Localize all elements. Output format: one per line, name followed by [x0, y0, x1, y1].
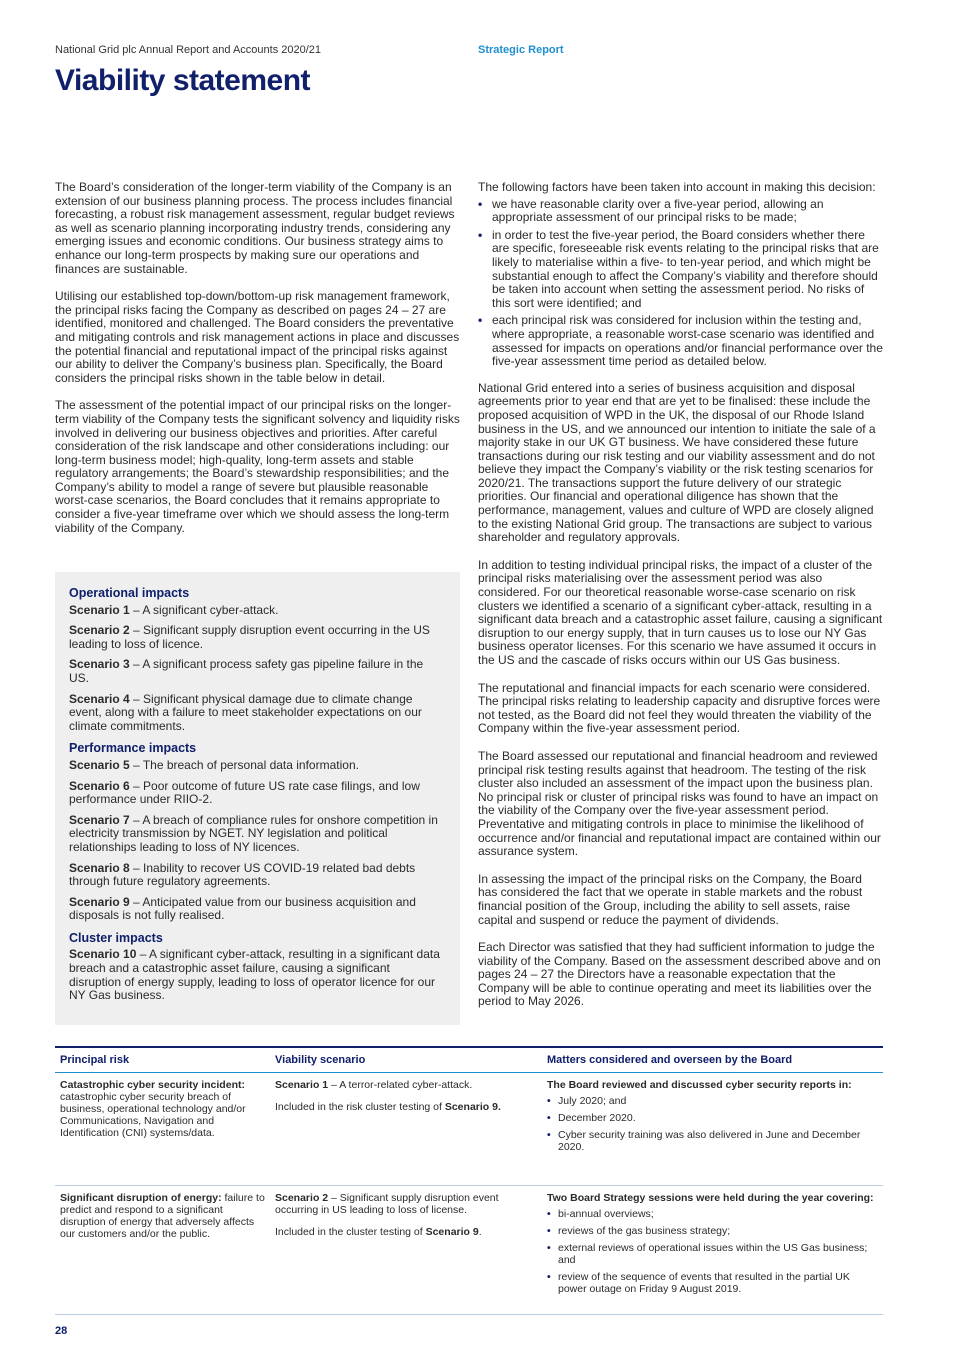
risk-title: Catastrophic cyber security incident:	[60, 1079, 245, 1091]
list-item-text: review of the sequence of events that resulted in the partial UK power outage on Friday 9 August 2019.	[558, 1271, 850, 1295]
paragraph: The Board’s consideration of the longer-term viability of the Company is an extension of our business planning process. The process includes financial forecasting, a robust risk management assessment, regular budget reviews as well as scenario planning incorporating industry trends, considering any emerging issues and economic conditions. Our business strategy aims to enhance our long-term prospects by making sure our operations and finances are sustainable.	[55, 180, 455, 276]
matters-list	[547, 1208, 878, 1295]
scenario-text: – A significant process safety gas pipeline failure in the US.	[69, 657, 424, 685]
scenario-item	[69, 658, 440, 685]
paragraph: The Board assessed our reputational and financial headroom and reviewed principal risk testing results against that headroom. The testing of the risk cluster also included an assessment of the impact upon the business plan. No principal risk or cluster of principal risks was found to have an impact on the viability of the Company over the five-year assessment period. Preventative and mitigating controls in place to minimise the likelihood of occurrence and/or financial and reputational impact are contained within our assurance system.	[478, 748, 881, 859]
list-item-text: July 2020; and	[558, 1095, 627, 1107]
scenario-label: Scenario 1	[69, 602, 130, 617]
page-number: 28	[55, 1325, 68, 1337]
section-label[interactable]: Strategic Report	[478, 44, 564, 56]
scenario-text: – The breach of personal data information.	[129, 757, 359, 772]
scenario-label: Scenario 1	[275, 1079, 329, 1091]
scenario-label: Scenario 10	[69, 947, 137, 962]
list-item	[547, 1112, 878, 1124]
scenario-label: Scenario 2	[69, 623, 130, 638]
list-item	[478, 198, 883, 225]
cluster-line	[275, 1226, 537, 1238]
matters-list	[547, 1095, 878, 1153]
scenario-label: Scenario 7	[69, 812, 130, 827]
paragraph: National Grid entered into a series of business acquisition and disposal agreements prior to year end that are yet to be finalised: these include the proposed acquisition of WPD in the UK, the disposal of our Rhode Island business in the US, and we announced our intention to initiate the sale of a majority stake in our UK GT business. We have considered these future transactions during our risk testing and our viability assessment and do not believe they impact the Company’s viability or the risk testing scenarios for 2020/21. The transactions support the future delivery of our strategic priorities. Our financial and operational diligence has shown that the performance, management, values and culture of WPD are closely aligned to the existing National Grid group. The transactions are subject to various shareholder and regulatory approvals.	[478, 380, 876, 545]
risk-cell	[55, 1186, 270, 1315]
scenario-cell	[270, 1073, 542, 1186]
scenario-item	[69, 759, 440, 773]
performance-impacts-group	[69, 742, 440, 923]
scenario-item	[69, 780, 440, 807]
matters-cell	[542, 1073, 883, 1186]
matters-heading: The Board reviewed and discussed cyber security reports in:	[547, 1079, 852, 1091]
scenario-item	[69, 624, 440, 651]
bullet-icon: •	[547, 1112, 551, 1124]
paragraph: The reputational and financial impacts for each scenario were considered. The principal risks relating to leadership capacity and disruptive forces were not tested, as the Board did not feel they would threaten the viability of the Company within the five-year assessment period.	[478, 680, 881, 736]
scenario-label: Scenario 2	[275, 1192, 329, 1204]
column-header: Matters considered and overseen by the Board	[542, 1047, 883, 1073]
scenario-item	[69, 693, 440, 734]
list-item	[547, 1225, 878, 1237]
scenario-label: Scenario 8	[69, 860, 130, 875]
group-heading: Cluster impacts	[69, 930, 163, 945]
cluster-label: Scenario 9.	[444, 1101, 501, 1113]
right-column	[478, 181, 883, 1023]
scenario-item	[69, 604, 440, 618]
scenario-box	[55, 572, 460, 1025]
risk-cell	[55, 1073, 270, 1186]
report-title: National Grid plc Annual Report and Accounts 2020/21	[55, 44, 322, 56]
cluster-line	[275, 1101, 537, 1113]
factors-list	[478, 198, 883, 369]
scenario-item	[69, 814, 440, 855]
list-item	[547, 1271, 878, 1295]
list-item	[478, 229, 883, 311]
scenario-text: – A terror-related cyber-attack.	[328, 1079, 473, 1091]
scenario-text: – Inability to recover US COVID-19 related bad debts through future regulatory agreements.	[69, 860, 416, 889]
paragraph: Each Director was satisfied that they had sufficient information to judge the viability of the Company. Based on the assessment described above and on pages 24 – 27 the Directors have a reasonable expectation that the Company will be able to continue operating and meet its liabilities over the period to May 2026.	[478, 940, 881, 1009]
scenario-text: – A significant cyber-attack.	[129, 602, 279, 617]
paragraph: Utilising our established top-down/bottom-up risk management framework, the principal risks facing the Company as described on pages 24 – 27 are identified, monitored and challenged. The Board considers the preventative and mitigating controls and risk management actions in place and discusses the potential financial and reputational impact of the principal risks against our ability to deliver the Company’s business plan. Specifically, the Board considers the principal risks shown in the table below in detail.	[55, 289, 460, 385]
cluster-prefix: Included in the risk cluster testing of	[275, 1101, 445, 1113]
cluster-suffix: .	[478, 1226, 482, 1238]
list-item-text: reviews of the gas business strategy;	[558, 1225, 731, 1237]
cluster-label: Scenario 9	[425, 1226, 479, 1238]
scenario-label: Scenario 6	[69, 778, 130, 793]
scenario-label: Scenario 3	[69, 657, 130, 672]
column-header: Principal risk	[55, 1047, 270, 1073]
scenario-text: – A breach of compliance rules for onshore competition in electricity transmission by NGET. NY legislation and political relationships leading to loss of NY licences.	[69, 812, 438, 854]
paragraph: In assessing the impact of the principal risks on the Company, the Board has considered the fact that we operate in stable markets and the robust financial position of the Group, including the ability to sell assets, raise capital and suspend or reduce the payment of dividends.	[478, 871, 863, 927]
scenario-item	[69, 862, 440, 889]
scenario-label: Scenario 4	[69, 691, 130, 706]
scenario-item	[69, 948, 440, 1002]
group-heading: Operational impacts	[69, 586, 190, 600]
scenario-label: Scenario 5	[69, 757, 130, 772]
table-header-row	[55, 1047, 883, 1073]
scenario-text: – Significant supply disruption event occurring in the US leading to loss of licence.	[69, 623, 430, 651]
list-item	[547, 1095, 878, 1107]
scenario-text: – Significant physical damage due to climate change event, along with a failure to meet stakeholder expectations on our climate commitments.	[69, 691, 422, 733]
list-item-text: bi-annual overviews;	[558, 1208, 654, 1220]
scenario-text: – Anticipated value from our business acquisition and disposals is not fully realised.	[69, 894, 416, 923]
list-item-text: we have reasonable clarity over a five-year period, allowing an appropriate assessment of our principal risks to be made;	[492, 196, 824, 225]
bullet-icon: •	[478, 313, 483, 328]
risk-text: failure to predict and respond to a significant disruption of energy that adversely affects our customers and/or the public.	[60, 1192, 265, 1240]
scenario-text: – A significant cyber-attack, resulting in a significant data breach and a catastrophic asset failure, causing a significant disruption of energy supply, leading to loss of operator licence for our NY Gas business.	[69, 947, 440, 1003]
column-header: Viability scenario	[270, 1047, 542, 1073]
bullet-icon: •	[547, 1129, 551, 1141]
cluster-prefix: Included in the cluster testing of	[275, 1226, 426, 1238]
table-row	[55, 1073, 883, 1186]
list-item	[547, 1242, 878, 1266]
list-item	[547, 1208, 878, 1220]
bullet-icon: •	[478, 196, 483, 211]
bullet-icon: •	[547, 1242, 551, 1254]
cluster-impacts-group	[69, 932, 440, 1003]
bullet-icon: •	[547, 1208, 551, 1220]
matters-heading: Two Board Strategy sessions were held during the year covering:	[547, 1192, 874, 1204]
scenario-text: – Significant supply disruption event occurring in US leading to loss of license.	[275, 1192, 499, 1216]
paragraph: The assessment of the potential impact of our principal risks on the longer-term viability of the Company tests the significant solvency and liquidity risks involved in delivering our business objectives and priorities. After careful consideration of the risk landscape and other considerations including: our long-term business model; high-quality, long-term assets and stable regulatory arrangements; the Board’s stewardship responsibilities; and the Company’s ability to model a range of severe but plausible reasonable worst-case scenarios, the Board concludes that it remains appropriate to consider a five-year timeframe over which we should assess the long-term viability of the Company.	[55, 398, 460, 535]
list-item	[547, 1129, 878, 1153]
list-item-text: each principal risk was considered for inclusion within the testing and, where appropriate, a reasonable worst-case scenario was identified and assessed for impacts on operations and/or financial performance over the five-year assessment time period as detailed below.	[492, 313, 883, 369]
group-heading: Performance impacts	[69, 741, 197, 756]
risk-title: Significant disruption of energy:	[60, 1192, 222, 1204]
table-row	[55, 1186, 883, 1315]
list-item-text: in order to test the five-year period, the Board considers whether there are specific, foreseeable risk events relating to the principal risks that are likely to materialise within a five- to ten-year period, and which might be substantial enough to affect the Company’s viability and therefore should be taken into account when setting the assessment period. No risks of this sort were identified; and	[492, 227, 879, 310]
bullet-icon: •	[547, 1271, 551, 1283]
bullet-icon: •	[547, 1095, 551, 1107]
scenario-cell	[270, 1186, 542, 1315]
paragraph: In addition to testing individual principal risks, the impact of a cluster of the principal risks materialising over the assessment period was also considered. For our theoretical reasonable worse-case scenario on risk clusters we identified a scenario of a significant cyber-attack, resulting in a significant data breach and a catastrophic asset failure, causing a significant disruption to our energy supply, that in turn causes us to lose our NY Gas business operator licenses. For this scenario we have assumed it occurs in the US and the cascade of risks occurs within our US Gas business.	[478, 557, 883, 667]
scenario-line	[275, 1079, 537, 1091]
scenario-text: – Poor outcome of future US rate case filings, and low performance under RIIO-2.	[69, 778, 420, 807]
bullet-icon: •	[547, 1225, 551, 1237]
scenario-item	[69, 896, 440, 923]
principal-risk-table	[55, 1046, 883, 1315]
bullet-icon: •	[478, 227, 483, 242]
risk-text: catastrophic cyber security breach of business, operational technology and/or Communications, Navigation and Identification (CNI) systems/data.	[60, 1091, 246, 1139]
list-item-text: December 2020.	[558, 1112, 636, 1124]
matters-cell	[542, 1186, 883, 1315]
factors-intro: The following factors have been taken into account in making this decision:	[478, 180, 876, 194]
list-item	[478, 314, 883, 368]
operational-impacts-group	[69, 587, 440, 733]
list-item-text: Cyber security training was also delivered in June and December 2020.	[558, 1129, 861, 1153]
scenario-line	[275, 1192, 537, 1216]
list-item-text: external reviews of operational issues within the US Gas business; and	[558, 1242, 868, 1266]
scenario-label: Scenario 9	[69, 894, 130, 909]
page-title: Viability statement	[55, 64, 311, 97]
left-column	[55, 181, 460, 549]
